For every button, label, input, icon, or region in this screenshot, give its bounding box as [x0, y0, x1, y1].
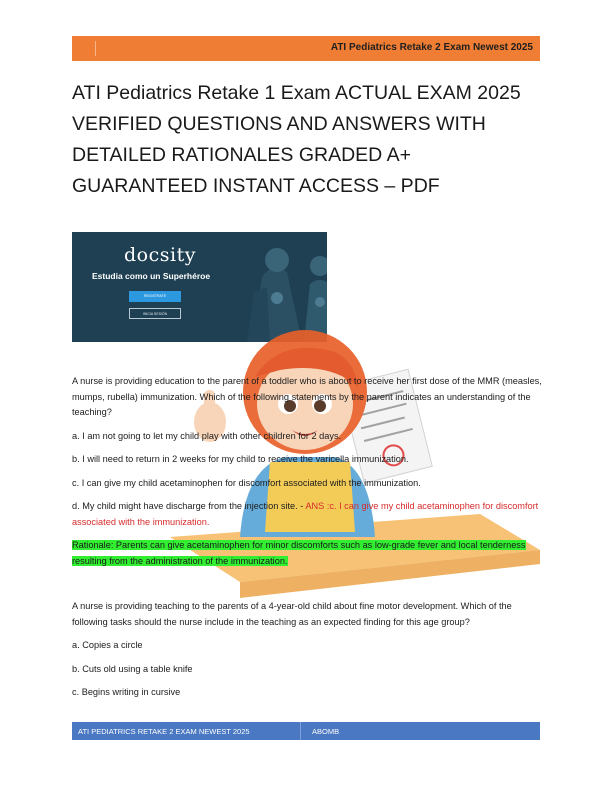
footer-divider	[300, 722, 301, 740]
footer-title: ATI PEDIATRICS RETAKE 2 EXAM NEWEST 2025	[78, 727, 250, 736]
question-2-option-a: a. Copies a circle	[72, 640, 143, 650]
header-divider	[95, 41, 96, 56]
login-button[interactable]: INICIA SESIÓN	[129, 308, 181, 319]
question-2-option-b: b. Cuts old using a table knife	[72, 663, 193, 674]
document-title: ATI Pediatrics Retake 1 Exam ACTUAL EXAM 2025 VERIFIED QUESTIONS AND ANSWERS WITH DETAILED RATIONALES GRADED A+ GUARANTEED INSTANT ACCESS – PDF	[72, 82, 521, 197]
question-1-answer: ANS :c. I can give my child acetaminophen for discomfort associated with the immunization.	[72, 501, 539, 527]
footer-author: ABOMB	[312, 727, 340, 736]
question-1-option-d-text: d. My child might have discharge from the injection site. -	[72, 501, 306, 511]
footer-bar	[72, 722, 540, 740]
header-bar	[72, 36, 540, 61]
question-2-stem: A nurse is providing teaching to the parents of a 4-year-old child about fine motor development. Which of the following tasks should the nurse include in the teaching as an expected finding for this age group?	[72, 601, 512, 627]
question-spacer	[72, 577, 542, 599]
question-2-option-c: c. Begins writing in cursive	[72, 687, 181, 697]
question-1-option-d	[72, 499, 542, 530]
question-1-option-a: a. I am not going to let my child play with other children for 2 days.	[72, 430, 342, 441]
question-1-rationale-line	[72, 538, 542, 569]
ad-logo: docsity	[124, 244, 196, 266]
question-1-rationale: Rationale: Parents can give acetaminophen for minor discomforts such as low-grade fever and local tenderness resulting from the administration of the immunization.	[72, 540, 526, 566]
question-content	[72, 374, 542, 709]
register-button[interactable]: REGISTRATE	[129, 291, 181, 302]
question-1-option-c: c. I can give my child acetaminophen for discomfort associated with the immunization.	[72, 477, 421, 488]
ad-tagline: Estudia como un Superhéroe	[92, 271, 211, 281]
question-1-option-b: b. I will need to return in 2 weeks for my child to receive the varicella immunization.	[72, 454, 409, 464]
header-title: ATI Pediatrics Retake 2 Exam Newest 2025	[330, 42, 533, 53]
question-1-stem: A nurse is providing education to the parent of a toddler who is about to receive her first dose of the MMR (measles, mumps, rubella) immunization. Which of the following statements by the parent indicates an understanding of the teaching?	[72, 376, 542, 417]
